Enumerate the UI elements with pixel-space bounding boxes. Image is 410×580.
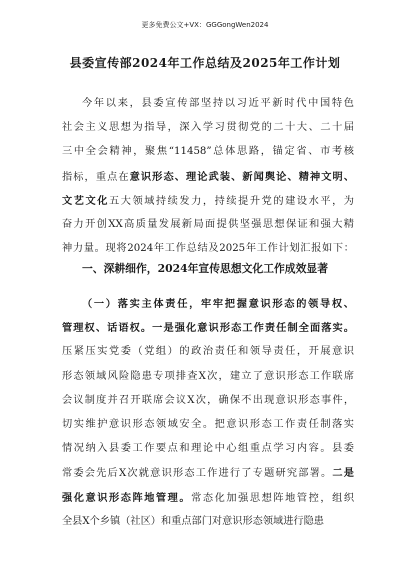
text-run: 奋力开创XX高质量发展新局面提供坚强思想保证和强大精	[62, 219, 354, 230]
document-title: 县委宣传部2024年工作总结及2025年工作计划	[69, 56, 341, 70]
text-line	[62, 515, 354, 529]
text-line	[62, 170, 354, 185]
bold-text: （一）落实主体责任，牢牢把握意识形态的领导权、	[82, 298, 354, 310]
text-line	[62, 194, 354, 209]
text-run: 指标，重点在	[62, 171, 130, 183]
text-run: 切实维护意识形态领域安全。把意识形态工作责任制落实	[62, 419, 354, 430]
text-line	[62, 218, 354, 232]
text-line	[62, 121, 354, 135]
bold-text: 意识形态、理论武装、新闻舆论、精神文明、	[129, 170, 355, 183]
text-line	[62, 242, 354, 256]
text-run: 会议制度并召开联席会议X次，确保不出现意识形态事件，	[62, 394, 354, 406]
bold-text: 文艺文化	[62, 194, 109, 207]
text-run: 形态领域风险隐患专项排查X次，建立了意识形态工作联席	[62, 370, 354, 382]
text-run: 常委会先后X次就意识形态工作进行了专题研究部署。	[62, 468, 333, 480]
text-run: 五大领域持续发力，持续提升党的建设水平，为	[108, 195, 354, 207]
text-run: 情况纳入县委工作要点和理论中心组重点学习内容。县委	[62, 443, 354, 455]
text-line	[62, 394, 354, 408]
text-line	[62, 370, 354, 384]
bold-text: 管理权、话语权。一是强化意识形态工作责任制全面落实。	[62, 322, 354, 335]
text-run: 社会主义思想为指导，深入学习贯彻党的二十大、二十届	[62, 122, 354, 134]
text-line	[82, 97, 354, 111]
text-run: 压紧压实党委（党组）的政治责任和领导责任，开展意识	[62, 346, 354, 358]
text-run: 常态化加强思想阵地管控，组织	[191, 492, 355, 504]
bold-text: 强化意识形态阵地管理。	[62, 491, 192, 504]
text-line	[62, 442, 354, 456]
text-line	[62, 418, 354, 432]
text-line	[82, 297, 354, 312]
text-line	[62, 321, 354, 336]
text-line	[62, 466, 354, 481]
bold-text: 二是	[332, 467, 354, 480]
text-run: 全县X个乡镇（社区）和重点部门对意识形态领域进行隐患	[62, 515, 324, 527]
text-line	[62, 345, 354, 359]
text-run: 三中全会精神，聚焦“11458”总体思路，锚定省、市考核	[62, 146, 354, 158]
text-run: 今年以来，县委宣传部坚持以习近平新时代中国特色	[82, 98, 354, 109]
text-line	[62, 145, 354, 159]
text-line	[62, 491, 354, 506]
section-heading: 一、深耕细作，2024年宣传思想文化工作成效显著	[82, 262, 328, 275]
header-note: 更多免费公文+VX：GGGongWen2024	[141, 21, 269, 29]
text-run: 神力量。现将2024年工作总结及2025年工作计划汇报如下：	[62, 243, 354, 255]
